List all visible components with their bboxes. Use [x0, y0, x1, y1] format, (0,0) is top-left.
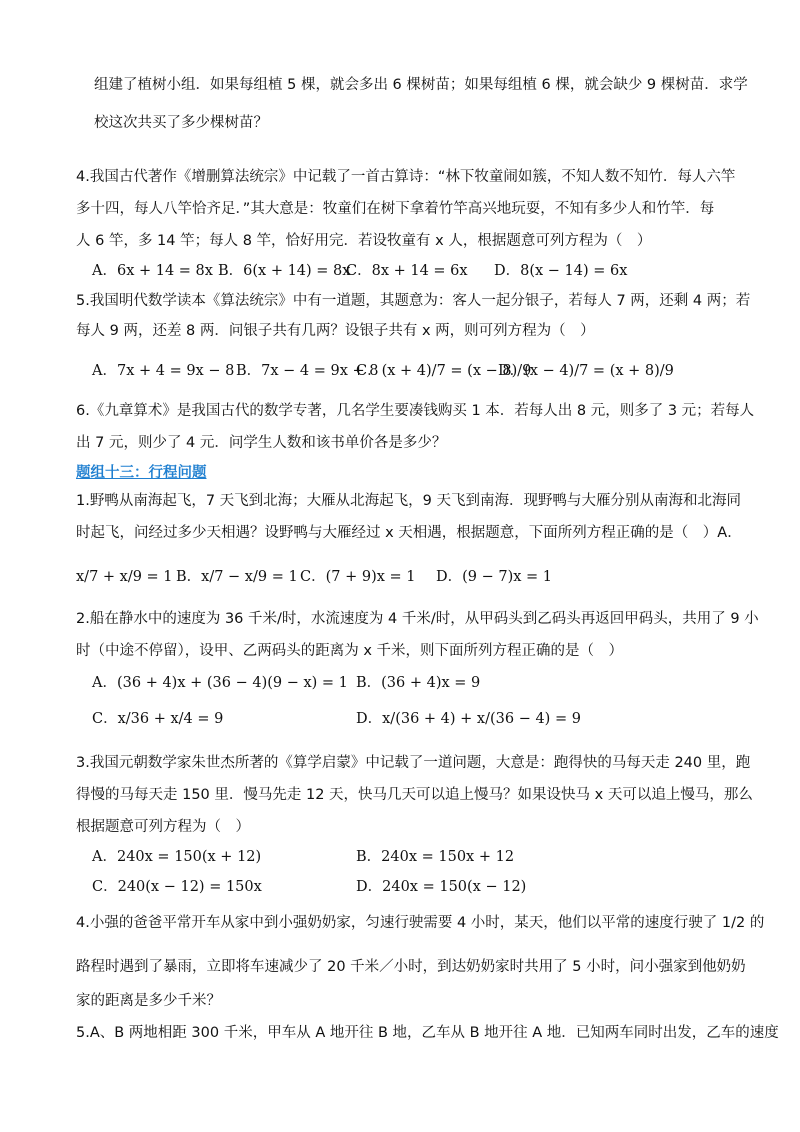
question-4-line: 多十四，每人八竿恰齐足．”其大意是：牧童们在树下拿着竹竿高兴地玩耍，不知有多少人和竹竿．每 [76, 201, 715, 217]
option-d: D．8(x − 14) = 6x [494, 263, 628, 279]
question-5-line: 每人 9 两，还差 8 两．问银子共有几两？设银子共有 x 两，则可列方程为（ ） [76, 323, 595, 339]
option-a: A．240x = 150(x + 12) [92, 849, 262, 865]
option-b: B．x/7 − x/9 = 1 [176, 569, 298, 585]
section-question-4-line: 家的距离是多少千米？ [76, 993, 221, 1009]
section-question-1-line: 时起飞，问经过多少天相遇？设野鸭与大雁经过 x 天相遇，根据题意，下面所列方程正确的是（ ）A． [76, 525, 742, 541]
text-line: 校这次共买了多少棵树苗？ [94, 115, 268, 131]
option-b: B．(36 + 4)x = 9 [356, 675, 481, 691]
text-line: 组建了植树小组．如果每组植 5 棵，就会多出 6 棵树苗；如果每组植 6 棵，就会缺少 9 棵树苗．求学 [94, 77, 748, 93]
option-d: D．(x − 4)/7 = (x + 8)/9 [498, 363, 674, 379]
option-c: C．8x + 14 = 6x [346, 263, 468, 279]
section-question-3-line: 根据题意可列方程为（ ） [76, 819, 250, 835]
section-question-4-line: 路程时遇到了暴雨，立即将车速减少了 20 千米／小时，到达奶奶家时共用了 5 小时，问小强家到他奶奶 [76, 959, 746, 975]
option-c: C．(x + 4)/7 = (x − 8)/9 [356, 363, 532, 379]
question-6-line: 6.《九章算术》是我国古代的数学专著，几名学生要凑钱购买 1 本．若每人出 8 元，则多了 3 元；若每人 [76, 403, 755, 419]
option-d: D．x/(36 + 4) + x/(36 − 4) = 9 [356, 711, 581, 727]
question-5-line: 5.我国明代数学读本《算法统宗》中有一道题，其题意为：客人一起分银子，若每人 7 两，还剩 4 两；若 [76, 293, 751, 309]
section-question-2-line: 时（中途不停留），设甲、乙两码头的距离为 x 千米，则下面所列方程正确的是（ ） [76, 643, 624, 659]
option-a: x/7 + x/9 = 1 [76, 569, 173, 585]
question-6-line: 出 7 元，则少了 4 元．问学生人数和该书单价各是多少？ [76, 435, 447, 451]
option-a: A．7x + 4 = 9x − 8 [92, 363, 235, 379]
option-d: D．(9 − 7)x = 1 [436, 569, 553, 585]
section-question-1-line: 1.野鸭从南海起飞，7 天飞到北海；大雁从北海起飞，9 天飞到南海．现野鸭与大雁分别从南海和北海同 [76, 493, 741, 509]
option-c: C．240(x − 12) = 150x [92, 879, 262, 895]
option-a: A．(36 + 4)x + (36 − 4)(9 − x) = 1 [92, 675, 348, 691]
section-question-4-line: 4.小强的爸爸平常开车从家中到小强奶奶家，匀速行驶需要 4 小时，某天，他们以平常的速度行驶了 1/2 的 [76, 915, 765, 931]
section-heading: 题组十三：行程问题 [76, 465, 207, 481]
option-b: B．7x − 4 = 9x + 8 [236, 363, 379, 379]
question-4-line: 4.我国古代著作《增删算法统宗》中记载了一首古算诗：“林下牧童闹如簇，不知人数不知竹．每人六竿 [76, 169, 736, 185]
question-4-line: 人 6 竿，多 14 竿；每人 8 竿，恰好用完．若设牧童有 x 人，根据题意可列方程为（ ） [76, 233, 652, 249]
section-question-5-line: 5.A、B 两地相距 300 千米，甲车从 A 地开往 B 地，乙车从 B 地开往 A 地．已知两车同时出发，乙车的速度 [76, 1025, 779, 1041]
section-question-2-line: 2.船在静水中的速度为 36 千米/时，水流速度为 4 千米/时，从甲码头到乙码头再返回甲码头，共用了 9 小 [76, 611, 759, 627]
option-c: C．(7 + 9)x = 1 [300, 569, 416, 585]
section-question-3-line: 得慢的马每天走 150 里．慢马先走 12 天，快马几天可以追上慢马？如果设快马 x 天可以追上慢马，那么 [76, 787, 753, 803]
option-c: C．x/36 + x/4 = 9 [92, 711, 224, 727]
option-b: B．6(x + 14) = 8x [218, 263, 351, 279]
option-d: D．240x = 150(x − 12) [356, 879, 527, 895]
option-b: B．240x = 150x + 12 [356, 849, 515, 865]
section-question-3-line: 3.我国元朝数学家朱世杰所著的《算学启蒙》中记载了一道问题，大意是：跑得快的马每天走 240 里，跑 [76, 755, 751, 771]
option-a: A．6x + 14 = 8x [92, 263, 213, 279]
